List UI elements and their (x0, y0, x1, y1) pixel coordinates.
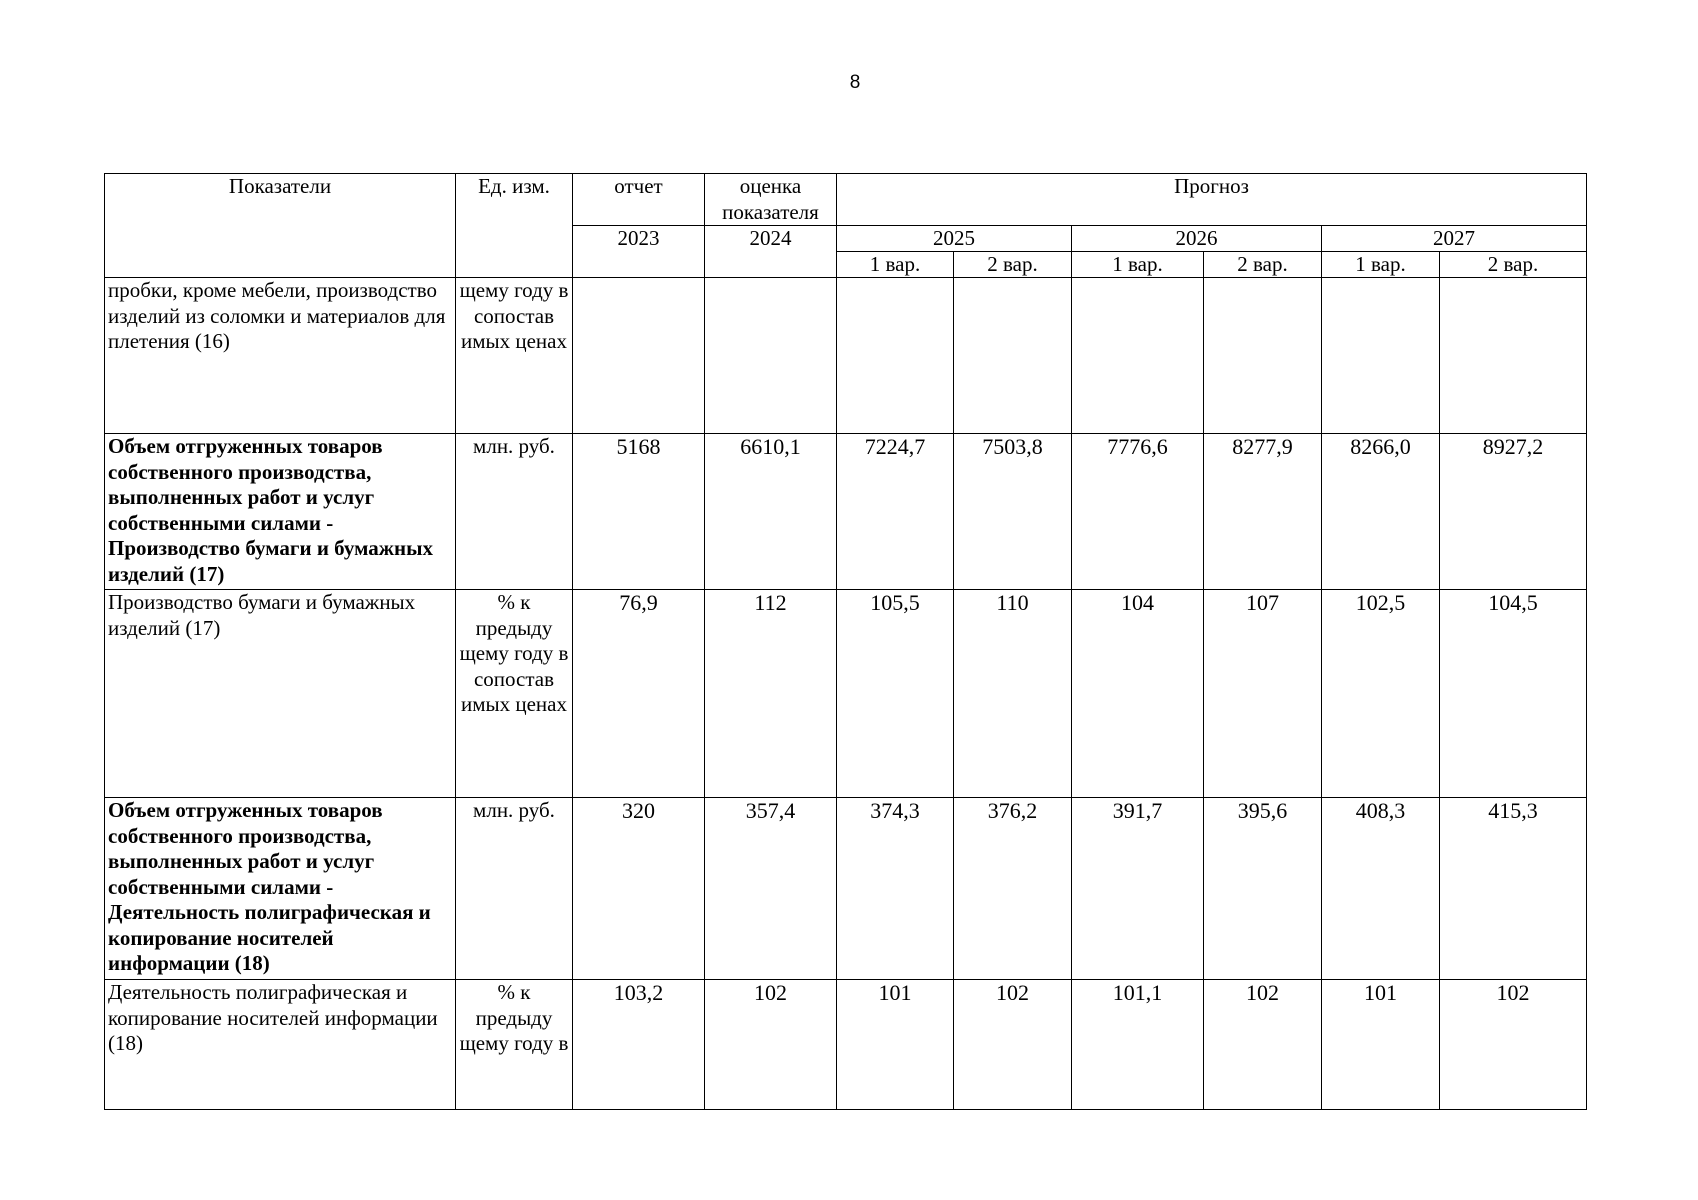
header-2027-var1: 1 вар. (1322, 252, 1440, 278)
table-header (105, 174, 1587, 278)
row-unit: % к предыду щему году в сопостав имых ценах (456, 590, 573, 798)
value-2027-var2: 415,3 (1440, 798, 1587, 980)
header-forecast: Прогноз (837, 174, 1587, 226)
value-2027-var2: 104,5 (1440, 590, 1587, 798)
value-2027-var1: 8266,0 (1322, 434, 1440, 590)
row-name: Объем отгруженных товаров собственного производства, выполненных работ и услуг собственными силами - Производство бумаги и бумажных изделий (17) (105, 434, 456, 590)
row-name: Объем отгруженных товаров собственного производства, выполненных работ и услуг собственными силами - Деятельность полиграфическая и копирование носителей информации (18) (105, 798, 456, 980)
table-row (105, 590, 1587, 798)
value-2027-var2: 102 (1440, 980, 1587, 1110)
value-2023: 76,9 (573, 590, 705, 798)
table-row (105, 980, 1587, 1110)
value-2025-var2: 110 (954, 590, 1072, 798)
forecast-table (104, 173, 1587, 1110)
header-2027-var2: 2 вар. (1440, 252, 1587, 278)
value-2027-var1 (1322, 278, 1440, 434)
header-estimate: оценка показателя (705, 174, 837, 226)
row-unit: % к предыду щему году в (456, 980, 573, 1110)
value-2025-var1: 101 (837, 980, 954, 1110)
value-2026-var2 (1204, 278, 1322, 434)
value-2025-var2 (954, 278, 1072, 434)
value-2024: 112 (705, 590, 837, 798)
value-2026-var1: 391,7 (1072, 798, 1204, 980)
value-2026-var1: 7776,6 (1072, 434, 1204, 590)
value-2026-var2: 8277,9 (1204, 434, 1322, 590)
header-year-2026: 2026 (1072, 226, 1322, 252)
value-2025-var1: 7224,7 (837, 434, 954, 590)
header-report: отчет (573, 174, 705, 226)
value-2024: 6610,1 (705, 434, 837, 590)
header-year-2025: 2025 (837, 226, 1072, 252)
header-2025-var1: 1 вар. (837, 252, 954, 278)
value-2026-var2: 102 (1204, 980, 1322, 1110)
row-name: Деятельность полиграфическая и копирование носителей информации (18) (105, 980, 456, 1110)
value-2023: 103,2 (573, 980, 705, 1110)
table-row (105, 798, 1587, 980)
value-2024 (705, 278, 837, 434)
table-row (105, 434, 1587, 590)
value-2027-var2 (1440, 278, 1587, 434)
value-2023: 5168 (573, 434, 705, 590)
value-2025-var1: 105,5 (837, 590, 954, 798)
value-2025-var1 (837, 278, 954, 434)
row-unit: млн. руб. (456, 798, 573, 980)
value-2026-var2: 107 (1204, 590, 1322, 798)
row-unit: щему году в сопостав имых ценах (456, 278, 573, 434)
page-number: 8 (849, 72, 861, 93)
value-2027-var2: 8927,2 (1440, 434, 1587, 590)
header-2026-var2: 2 вар. (1204, 252, 1322, 278)
value-2026-var1 (1072, 278, 1204, 434)
value-2023 (573, 278, 705, 434)
value-2026-var1: 104 (1072, 590, 1204, 798)
header-year-2023: 2023 (573, 226, 705, 278)
header-2026-var1: 1 вар. (1072, 252, 1204, 278)
table-row (105, 278, 1587, 434)
row-name: Производство бумаги и бумажных изделий (17) (105, 590, 456, 798)
value-2026-var2: 395,6 (1204, 798, 1322, 980)
header-year-2027: 2027 (1322, 226, 1587, 252)
value-2025-var1: 374,3 (837, 798, 954, 980)
value-2025-var2: 7503,8 (954, 434, 1072, 590)
value-2024: 357,4 (705, 798, 837, 980)
value-2025-var2: 102 (954, 980, 1072, 1110)
header-unit: Ед. изм. (456, 174, 573, 278)
value-2024: 102 (705, 980, 837, 1110)
value-2027-var1: 102,5 (1322, 590, 1440, 798)
value-2027-var1: 408,3 (1322, 798, 1440, 980)
value-2027-var1: 101 (1322, 980, 1440, 1110)
header-year-2024: 2024 (705, 226, 837, 278)
value-2023: 320 (573, 798, 705, 980)
row-name: пробки, кроме мебели, производство изделий из соломки и материалов для плетения (16) (105, 278, 456, 434)
header-2025-var2: 2 вар. (954, 252, 1072, 278)
value-2025-var2: 376,2 (954, 798, 1072, 980)
row-unit: млн. руб. (456, 434, 573, 590)
header-indicators: Показатели (105, 174, 456, 278)
value-2026-var1: 101,1 (1072, 980, 1204, 1110)
